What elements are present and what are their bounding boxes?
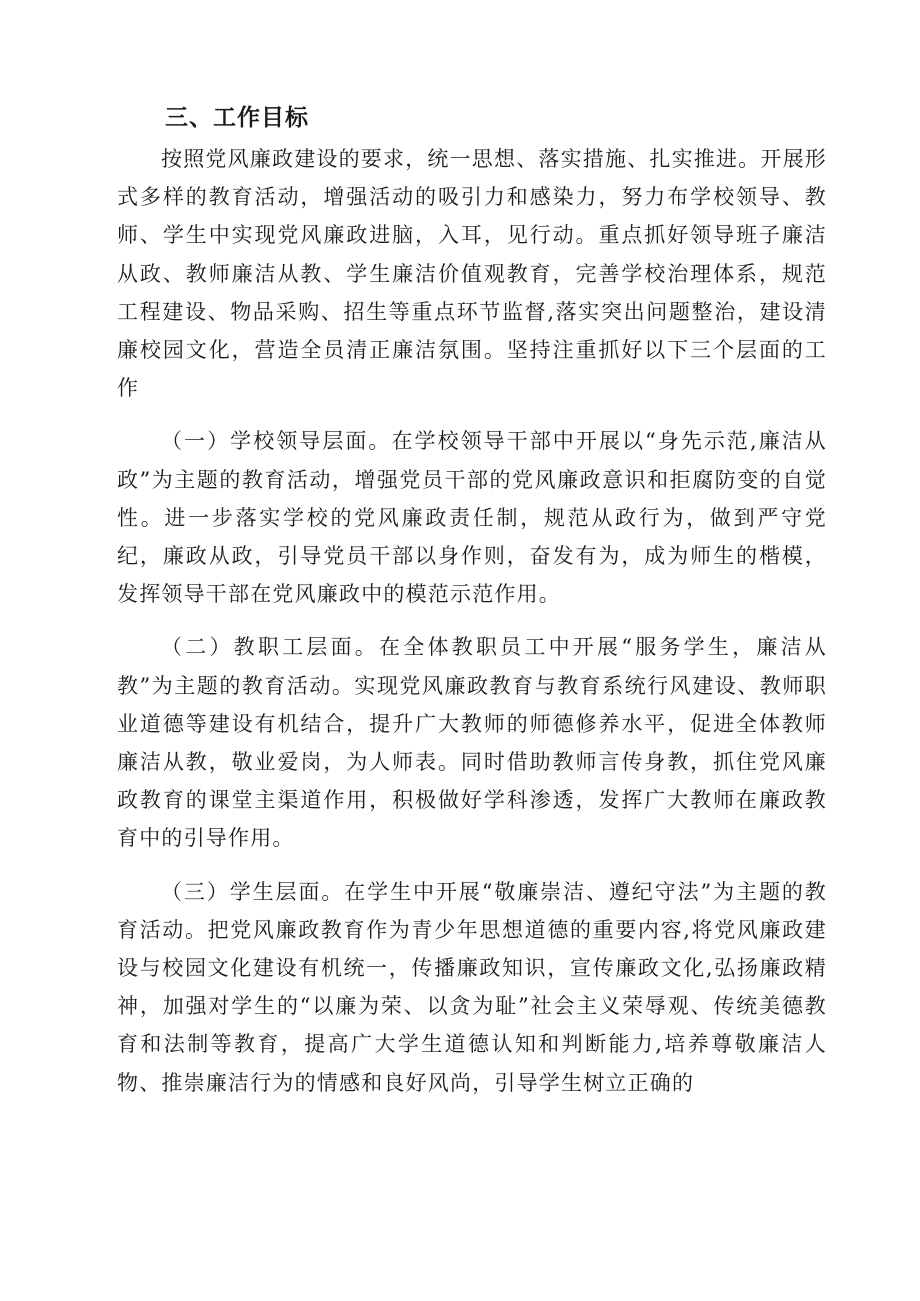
paragraph-students: （三）学生层面。在学生中开展“敬廉崇洁、遵纪守法”为主题的教育活动。把党风廉政教育作为青少年思想道德的重要内容,将党风廉政建设与校园文化建设有机统一，传播廉政知识，宣传廉政文化,弘扬廉政精神，加强对学生的“以廉为荣、以贪为耻”社会主义荣辱观、传统美德教育和法制等教育，提高广大学生道德认知和判断能力,培养尊敬廉洁人物、推崇廉洁行为的情感和良好风尚，引导学生树立正确的: [117, 879, 827, 1095]
intro-paragraph: 按照党风廉政建设的要求，统一思想、落实措施、扎实推进。开展形式多样的教育活动，增强活动的吸引力和感染力，努力布学校领导、教师、学生中实现党风廉政进脑，入耳，见行动。重点抓好领导班子廉洁从政、教师廉洁从教、学生廉洁价值观教育，完善学校治理体系，规范工程建设、物品采购、招生等重点环节监督,落实突出问题整治，建设清廉校园文化，营造全员清正廉洁氛围。坚持注重抓好以下三个层面的工作: [117, 147, 827, 401]
section-heading: 三、工作目标: [165, 105, 309, 131]
paragraph-leadership: （一）学校领导层面。在学校领导干部中开展以“身先示范,廉洁从政”为主题的教育活动，增强党员干部的党风廉政意识和拒腐防变的自觉性。进一步落实学校的党风廉政责任制，规范从政行为，做到严守党纪，廉政从政，引导党员干部以身作则，奋发有为，成为师生的楷模，发挥领导干部在党风廉政中的模范示范作用。: [117, 429, 827, 607]
paragraph-staff: （二）教职工层面。在全体教职员工中开展“服务学生，廉洁从教”为主题的教育活动。实现党风廉政教育与教育系统行风建设、教师职业道德等建设有机结合，提升广大教师的师德修养水平，促进全体教师廉洁从教，敬业爱岗，为人师表。同时借助教师言传身教，抓住党风廉政教育的课堂主渠道作用，积极做好学科渗透，发挥广大教师在廉政教育中的引导作用。: [117, 635, 827, 851]
document-page: [117, 96, 827, 1102]
